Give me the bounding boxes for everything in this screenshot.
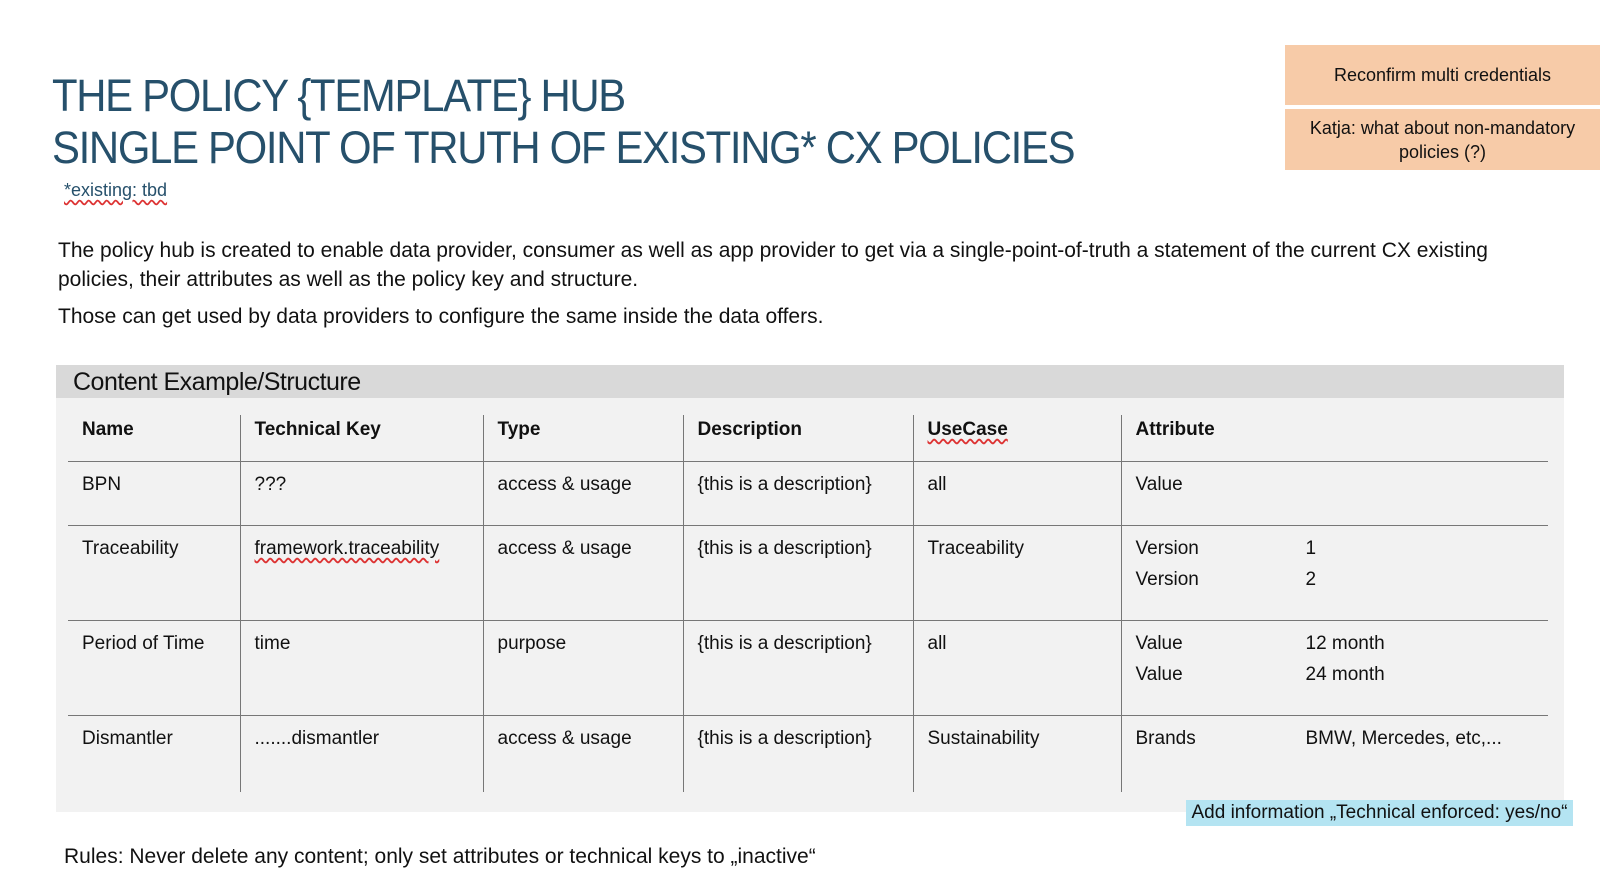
cell-name: BPN <box>68 462 240 526</box>
cell-technical-key: ??? <box>240 462 483 526</box>
cell-usecase: Sustainability <box>913 716 1121 793</box>
attribute-line <box>1136 538 1535 560</box>
slide-title <box>52 70 1151 174</box>
cell-technical-key: time <box>240 621 483 716</box>
panel-header <box>56 365 1564 398</box>
column-header-attribute: Attribute <box>1121 415 1548 462</box>
cell-type: access & usage <box>483 716 683 793</box>
cell-technical-key: framework.traceability <box>240 526 483 621</box>
technical-enforced-callout[interactable]: Add information „Technical enforced: yes/no“ <box>1186 800 1573 826</box>
intro-text <box>58 236 1498 331</box>
policy-table <box>68 415 1548 792</box>
table-row <box>68 526 1548 621</box>
table-row <box>68 716 1548 793</box>
cell-description: {this is a description} <box>683 526 913 621</box>
attribute-key: Brands <box>1135 728 1196 749</box>
cell-name: Traceability <box>68 526 240 621</box>
attribute-key: Version <box>1135 538 1199 559</box>
cell-description: {this is a description} <box>683 716 913 793</box>
cell-attribute <box>1121 462 1548 526</box>
attribute-key: Value <box>1135 664 1183 685</box>
cell-type: access & usage <box>483 462 683 526</box>
attribute-key: Version <box>1135 569 1199 590</box>
attribute-value: 12 month <box>1305 633 1385 654</box>
cell-attribute <box>1121 716 1548 793</box>
title-line-2: SINGLE POINT OF TRUTH OF EXISTING* CX POLICIES <box>52 122 1075 173</box>
attribute-line <box>1136 474 1535 496</box>
cell-usecase: all <box>913 462 1121 526</box>
cell-description: {this is a description} <box>683 621 913 716</box>
attribute-line <box>1136 569 1535 591</box>
cell-usecase: all <box>913 621 1121 716</box>
cell-attribute <box>1121 526 1548 621</box>
attribute-value: BMW, Mercedes, etc,... <box>1305 728 1502 749</box>
attribute-value: 2 <box>1305 569 1317 590</box>
cell-type: purpose <box>483 621 683 716</box>
intro-paragraph-2: Those can get used by data providers to configure the same inside the data offers. <box>58 305 824 328</box>
cell-name: Dismantler <box>68 716 240 793</box>
table-row <box>68 621 1548 716</box>
sticky-note-non-mandatory[interactable]: Katja: what about non-mandatory policies (?) <box>1285 109 1600 170</box>
cell-usecase: Traceability <box>913 526 1121 621</box>
table-header-row <box>68 415 1548 462</box>
attribute-value: 24 month <box>1305 664 1385 685</box>
rules-text: Rules: Never delete any content; only set attributes or technical keys to „inactive“ <box>64 845 816 868</box>
footnote: *existing: tbd <box>64 180 168 200</box>
column-header-technical-key: Technical Key <box>240 415 483 462</box>
column-header-name: Name <box>82 419 134 440</box>
attribute-key: Value <box>1135 474 1183 495</box>
attribute-line <box>1136 633 1535 655</box>
panel-title: Content Example/Structure <box>73 368 361 396</box>
content-panel <box>56 365 1564 812</box>
intro-paragraph-1: The policy hub is created to enable data provider, consumer as well as app provider to get via a single-point-of-truth a statement of the current CX existing policies, their attributes as well as the policy key and structure. <box>58 239 1488 291</box>
table-row <box>68 462 1548 526</box>
attribute-line <box>1136 728 1535 750</box>
cell-name: Period of Time <box>68 621 240 716</box>
cell-type: access & usage <box>483 526 683 621</box>
column-header-type: Type <box>483 415 683 462</box>
column-header-description: Description <box>683 415 913 462</box>
sticky-note-credentials[interactable]: Reconfirm multi credentials <box>1285 45 1600 105</box>
cell-description: {this is a description} <box>683 462 913 526</box>
attribute-line <box>1136 664 1535 686</box>
cell-attribute <box>1121 621 1548 716</box>
column-header-usecase: UseCase <box>913 415 1121 462</box>
cell-technical-key: .......dismantler <box>240 716 483 793</box>
attribute-value: 1 <box>1305 538 1317 559</box>
attribute-key: Value <box>1135 633 1183 654</box>
title-line-1: THE POLICY {TEMPLATE} HUB <box>52 70 625 121</box>
